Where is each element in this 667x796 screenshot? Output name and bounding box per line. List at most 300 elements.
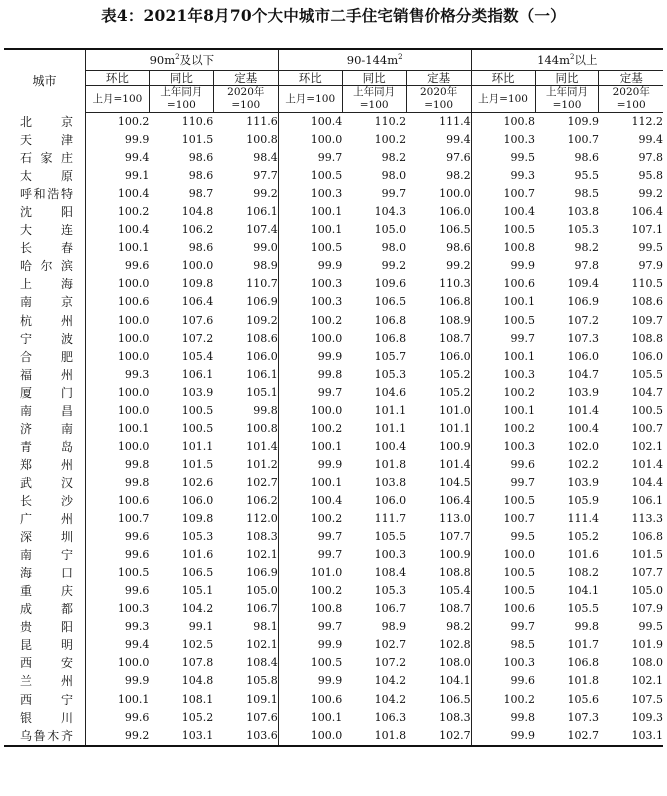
- index-value: 101.9: [631, 638, 663, 652]
- index-value: 109.4: [567, 277, 599, 291]
- city-name: 福州: [4, 366, 85, 384]
- index-value: 106.0: [213, 348, 278, 366]
- index-value: 99.7: [510, 475, 536, 489]
- city-name: 重庆: [4, 582, 85, 600]
- subheader-mom: 环比: [278, 71, 342, 86]
- city-name: 太原: [4, 167, 85, 185]
- index-value: 108.9: [406, 312, 471, 330]
- index-value: 100.0: [117, 277, 150, 291]
- index-value: 101.0: [406, 402, 471, 420]
- index-value: 100.5: [503, 223, 536, 237]
- index-value: 108.4: [374, 566, 407, 580]
- table-row: [4, 582, 663, 600]
- base-note-yoy: 上年同月=100: [535, 86, 599, 113]
- index-value: 99.9: [317, 457, 343, 471]
- table-row: [4, 366, 663, 384]
- index-value: 102.6: [181, 475, 214, 489]
- table-row: [4, 384, 663, 402]
- index-value: 99.4: [124, 638, 150, 652]
- table-row: [4, 564, 663, 582]
- index-value: 99.0: [213, 239, 278, 257]
- index-value: 109.6: [374, 277, 407, 291]
- index-value: 106.8: [406, 293, 471, 311]
- index-value: 106.9: [567, 295, 599, 309]
- index-value: 100.7: [567, 133, 599, 147]
- index-value: 107.2: [181, 331, 214, 345]
- index-value: 98.6: [574, 151, 599, 165]
- index-value: 100.0: [117, 403, 150, 417]
- index-value: 101.1: [374, 403, 407, 417]
- index-value: 112.0: [213, 510, 278, 528]
- index-value: 99.5: [638, 241, 663, 255]
- base-note-yoy: 上年同月=100: [342, 86, 406, 113]
- index-value: 99.4: [638, 133, 663, 147]
- index-value: 105.2: [567, 530, 599, 544]
- index-value: 99.3: [124, 367, 150, 381]
- index-value: 106.5: [374, 295, 407, 309]
- table-row: [4, 654, 663, 672]
- index-value: 98.4: [213, 149, 278, 167]
- index-value: 99.6: [124, 548, 150, 562]
- index-value: 98.2: [574, 241, 599, 255]
- table-row: [4, 691, 663, 709]
- city-name: 上海: [4, 275, 85, 293]
- index-value: 108.6: [631, 295, 663, 309]
- index-value: 101.1: [374, 421, 407, 435]
- index-value: 98.7: [188, 187, 214, 201]
- subheader-fixed-base: 定基: [599, 71, 663, 86]
- index-value: 106.8: [374, 331, 407, 345]
- index-value: 100.0: [406, 185, 471, 203]
- index-value: 99.6: [510, 457, 536, 471]
- table-body: [4, 113, 663, 746]
- city-name: 沈阳: [4, 203, 85, 221]
- index-value: 104.5: [406, 474, 471, 492]
- index-value: 98.6: [188, 151, 214, 165]
- index-value: 100.1: [310, 710, 343, 724]
- index-value: 102.1: [213, 636, 278, 654]
- city-name: 厦门: [4, 384, 85, 402]
- table-row: [4, 474, 663, 492]
- group-header-small: $90m^2$及以下: [85, 49, 278, 71]
- city-name: 南昌: [4, 402, 85, 420]
- index-value: 100.3: [310, 277, 343, 291]
- index-value: 105.1: [181, 584, 214, 598]
- index-value: 100.6: [503, 602, 536, 616]
- index-value: 108.1: [181, 692, 214, 706]
- index-value: 109.9: [567, 115, 599, 129]
- table-row: [4, 167, 663, 185]
- base-note-mom: 上月=100: [85, 86, 149, 113]
- index-value: 105.3: [567, 223, 599, 237]
- index-value: 105.4: [181, 349, 214, 363]
- subheader-yoy: 同比: [342, 71, 406, 86]
- city-name: 贵阳: [4, 618, 85, 636]
- city-name: 西安: [4, 654, 85, 672]
- city-name: 北京: [4, 113, 85, 132]
- index-value: 102.7: [406, 727, 471, 746]
- index-value: 104.4: [631, 475, 663, 489]
- index-value: 98.5: [510, 638, 536, 652]
- index-value: 100.2: [310, 584, 343, 598]
- index-value: 100.7: [631, 421, 663, 435]
- index-value: 106.1: [213, 203, 278, 221]
- table-row: [4, 438, 663, 456]
- index-value: 100.1: [117, 692, 150, 706]
- index-value: 99.8: [510, 710, 536, 724]
- index-value: 113.0: [406, 510, 471, 528]
- table-row: [4, 420, 663, 438]
- index-value: 104.2: [374, 692, 407, 706]
- index-value: 100.3: [503, 133, 536, 147]
- index-value: 100.7: [503, 187, 536, 201]
- index-value: 99.6: [124, 530, 150, 544]
- index-value: 109.1: [213, 691, 278, 709]
- index-value: 95.5: [574, 169, 599, 183]
- index-value: 102.8: [406, 636, 471, 654]
- index-value: 100.2: [310, 512, 343, 526]
- index-value: 102.1: [631, 674, 663, 688]
- index-value: 97.8: [638, 151, 663, 165]
- index-value: 111.6: [213, 113, 278, 132]
- city-name: 合肥: [4, 348, 85, 366]
- index-value: 100.2: [117, 205, 150, 219]
- index-value: 99.9: [471, 727, 535, 746]
- index-value: 104.8: [181, 674, 214, 688]
- index-value: 100.3: [503, 367, 536, 381]
- table-row: [4, 727, 663, 746]
- index-value: 100.3: [503, 656, 536, 670]
- table-row: [4, 600, 663, 618]
- city-name: 郑州: [4, 456, 85, 474]
- index-value: 100.0: [117, 385, 150, 399]
- index-value: 99.5: [510, 151, 536, 165]
- index-value: 99.2: [85, 727, 149, 746]
- index-value: 100.5: [310, 656, 343, 670]
- table-row: [4, 113, 663, 132]
- index-value: 101.4: [213, 438, 278, 456]
- index-value: 110.6: [181, 115, 214, 129]
- index-value: 100.3: [310, 295, 343, 309]
- index-value: 101.0: [310, 566, 343, 580]
- index-value: 98.2: [406, 618, 471, 636]
- index-value: 98.0: [381, 241, 407, 255]
- table-row: [4, 221, 663, 239]
- city-name: 武汉: [4, 474, 85, 492]
- group-header-medium: $90-144m^2$: [278, 49, 471, 71]
- city-name: 兰州: [4, 672, 85, 690]
- index-value: 110.2: [374, 115, 407, 129]
- index-value: 98.2: [381, 151, 407, 165]
- index-value: 99.2: [381, 259, 407, 273]
- index-value: 98.6: [188, 169, 214, 183]
- index-value: 99.8: [317, 367, 343, 381]
- index-value: 100.8: [503, 241, 536, 255]
- city-name: 深圳: [4, 528, 85, 546]
- index-value: 107.3: [567, 710, 599, 724]
- index-value: 105.0: [213, 582, 278, 600]
- index-value: 106.0: [567, 349, 599, 363]
- index-value: 100.5: [503, 313, 536, 327]
- index-value: 113.3: [631, 512, 663, 526]
- city-name: 天津: [4, 131, 85, 149]
- index-value: 101.6: [181, 548, 214, 562]
- index-value: 100.7: [117, 512, 150, 526]
- subheader-yoy: 同比: [535, 71, 599, 86]
- index-value: 109.7: [631, 313, 663, 327]
- index-value: 105.3: [374, 584, 407, 598]
- city-name: 长春: [4, 239, 85, 257]
- index-value: 100.5: [310, 169, 343, 183]
- index-value: 100.4: [310, 494, 343, 507]
- index-value: 107.9: [631, 602, 663, 616]
- index-value: 100.6: [503, 277, 536, 291]
- index-value: 100.0: [181, 259, 214, 273]
- index-value: 106.4: [406, 492, 471, 510]
- index-value: 103.8: [567, 205, 599, 219]
- index-value: 99.8: [124, 457, 150, 471]
- table-row: [4, 330, 663, 348]
- index-value: 105.4: [406, 582, 471, 600]
- table-row: [4, 348, 663, 366]
- index-value: 111.4: [567, 512, 599, 526]
- index-value: 100.0: [310, 133, 343, 147]
- index-value: 99.7: [317, 151, 343, 165]
- index-value: 101.1: [181, 439, 214, 453]
- index-value: 99.7: [317, 530, 343, 544]
- index-value: 106.9: [213, 564, 278, 582]
- index-value: 100.3: [503, 439, 536, 453]
- city-name: 海口: [4, 564, 85, 582]
- index-value: 100.1: [503, 295, 536, 309]
- index-value: 106.1: [181, 367, 214, 381]
- index-value: 106.8: [374, 313, 407, 327]
- index-value: 98.9: [213, 257, 278, 275]
- index-value: 100.6: [117, 295, 150, 309]
- index-value: 103.9: [181, 385, 214, 399]
- subheader-yoy: 同比: [149, 71, 213, 86]
- index-value: 100.2: [117, 115, 150, 129]
- index-value: 100.2: [503, 385, 536, 399]
- index-value: 110.5: [631, 277, 663, 291]
- index-value: 108.7: [406, 600, 471, 618]
- index-value: 106.0: [631, 349, 663, 363]
- index-value: 107.6: [181, 313, 214, 327]
- index-value: 99.7: [510, 331, 536, 345]
- index-value: 106.2: [213, 492, 278, 510]
- index-value: 100.1: [503, 403, 536, 417]
- index-value: 100.0: [117, 439, 150, 453]
- index-value: 100.3: [117, 602, 150, 616]
- index-value: 101.2: [213, 456, 278, 474]
- index-value: 97.8: [574, 259, 599, 273]
- index-value: 100.2: [503, 421, 536, 435]
- index-value: 99.6: [124, 710, 150, 724]
- index-value: 101.8: [374, 457, 407, 471]
- index-value: 102.0: [567, 439, 599, 453]
- index-value: 101.5: [181, 133, 214, 147]
- index-value: 99.8: [213, 402, 278, 420]
- index-value: 100.8: [503, 115, 536, 129]
- index-value: 101.4: [567, 403, 599, 417]
- index-value: 100.3: [310, 187, 343, 201]
- index-value: 111.4: [406, 113, 471, 132]
- index-value: 106.9: [213, 293, 278, 311]
- index-value: 108.8: [406, 564, 471, 582]
- index-value: 112.2: [631, 115, 663, 129]
- index-value: 99.4: [406, 131, 471, 149]
- index-value: 103.1: [599, 727, 663, 746]
- city-name: 成都: [4, 600, 85, 618]
- table-row: [4, 257, 663, 275]
- index-value: 107.3: [567, 331, 599, 345]
- index-value: 98.9: [381, 620, 407, 634]
- city-name: 呼和浩特: [4, 185, 85, 203]
- index-value: 104.7: [567, 367, 599, 381]
- index-value: 105.6: [567, 692, 599, 706]
- index-value: 106.5: [406, 221, 471, 239]
- index-value: 100.5: [181, 421, 214, 435]
- index-value: 99.5: [638, 620, 663, 634]
- index-value: 109.8: [181, 512, 214, 526]
- index-value: 100.1: [310, 475, 343, 489]
- city-name: 杭州: [4, 312, 85, 330]
- index-value: 107.5: [631, 692, 663, 706]
- price-index-table: [4, 48, 663, 747]
- index-value: 102.5: [181, 638, 214, 652]
- index-value: 108.7: [406, 330, 471, 348]
- city-name: 济南: [4, 420, 85, 438]
- index-value: 98.0: [381, 169, 407, 183]
- index-value: 98.2: [406, 167, 471, 185]
- index-value: 99.2: [406, 257, 471, 275]
- index-value: 101.4: [406, 456, 471, 474]
- index-value: 101.5: [631, 548, 663, 562]
- index-value: 111.7: [374, 512, 407, 526]
- index-value: 100.4: [117, 223, 150, 237]
- index-value: 99.6: [124, 584, 150, 598]
- city-name: 西宁: [4, 691, 85, 709]
- index-value: 105.0: [374, 223, 407, 237]
- index-value: 100.5: [310, 241, 343, 255]
- index-value: 97.9: [638, 259, 663, 273]
- city-name: 南宁: [4, 546, 85, 564]
- index-value: 104.1: [567, 584, 599, 598]
- index-value: 100.4: [310, 115, 343, 129]
- index-value: 104.3: [374, 205, 407, 219]
- index-value: 100.5: [181, 403, 214, 417]
- table-title: 表4：2021年8月70个大中城市二手住宅销售价格分类指数（一）: [101, 6, 566, 25]
- index-value: 105.5: [567, 602, 599, 616]
- index-value: 106.0: [181, 494, 214, 507]
- index-value: 100.0: [278, 727, 342, 746]
- index-value: 106.1: [631, 494, 663, 507]
- index-value: 100.2: [310, 313, 343, 327]
- index-value: 107.2: [567, 313, 599, 327]
- table-row: [4, 402, 663, 420]
- table-row: [4, 709, 663, 727]
- index-value: 108.2: [567, 566, 599, 580]
- index-value: 99.7: [317, 620, 343, 634]
- index-value: 100.6: [117, 494, 150, 507]
- index-value: 100.8: [213, 420, 278, 438]
- index-value: 101.8: [342, 727, 406, 746]
- index-value: 101.6: [567, 548, 599, 562]
- subheader-fixed-base: 定基: [406, 71, 471, 86]
- index-value: 103.8: [374, 475, 407, 489]
- index-value: 106.4: [181, 295, 214, 309]
- index-value: 100.3: [374, 548, 407, 562]
- city-column-header: 城市: [4, 49, 85, 113]
- index-value: 105.8: [213, 672, 278, 690]
- index-value: 105.5: [374, 530, 407, 544]
- city-name: 宁波: [4, 330, 85, 348]
- index-value: 108.4: [213, 654, 278, 672]
- subheader-mom: 环比: [471, 71, 535, 86]
- index-value: 100.4: [117, 187, 150, 201]
- index-value: 110.7: [213, 275, 278, 293]
- index-value: 100.0: [503, 548, 536, 562]
- index-value: 109.8: [181, 277, 214, 291]
- index-value: 101.4: [631, 457, 663, 471]
- index-value: 102.1: [631, 439, 663, 453]
- index-value: 95.8: [638, 169, 663, 183]
- index-value: 99.9: [124, 674, 150, 688]
- index-value: 106.0: [406, 203, 471, 221]
- city-name: 广州: [4, 510, 85, 528]
- index-value: 100.6: [310, 692, 343, 706]
- index-value: 100.0: [117, 331, 150, 345]
- index-value: 104.7: [631, 385, 663, 399]
- base-note-fixed: 2020年=100: [599, 86, 663, 113]
- table-row: [4, 312, 663, 330]
- index-value: 100.9: [406, 438, 471, 456]
- index-value: 110.3: [406, 275, 471, 293]
- index-value: 107.8: [181, 656, 214, 670]
- table-row: [4, 492, 663, 510]
- index-value: 99.6: [124, 259, 150, 273]
- index-value: 106.3: [374, 710, 407, 724]
- index-value: 106.0: [406, 348, 471, 366]
- index-value: 100.8: [310, 602, 343, 616]
- index-value: 100.1: [117, 421, 150, 435]
- city-name: 南京: [4, 293, 85, 311]
- index-value: 102.7: [535, 727, 599, 746]
- index-value: 100.9: [406, 546, 471, 564]
- index-value: 106.7: [213, 600, 278, 618]
- index-value: 103.6: [213, 727, 278, 746]
- subheader-fixed-base: 定基: [213, 71, 278, 86]
- base-note-yoy: 上年同月=100: [149, 86, 213, 113]
- index-value: 101.7: [567, 638, 599, 652]
- index-value: 105.2: [406, 366, 471, 384]
- index-value: 99.2: [213, 185, 278, 203]
- table-row: [4, 293, 663, 311]
- index-value: 107.7: [406, 528, 471, 546]
- index-value: 100.1: [117, 241, 150, 255]
- base-note-fixed: 2020年=100: [406, 86, 471, 113]
- index-value: 105.9: [567, 494, 599, 507]
- index-value: 105.2: [406, 384, 471, 402]
- index-value: 105.0: [631, 584, 663, 598]
- index-value: 106.5: [181, 566, 214, 580]
- index-value: 103.9: [567, 475, 599, 489]
- index-value: 98.6: [188, 241, 214, 255]
- index-value: 102.1: [213, 546, 278, 564]
- index-value: 100.5: [117, 566, 150, 580]
- index-value: 97.7: [213, 167, 278, 185]
- table-row: [4, 131, 663, 149]
